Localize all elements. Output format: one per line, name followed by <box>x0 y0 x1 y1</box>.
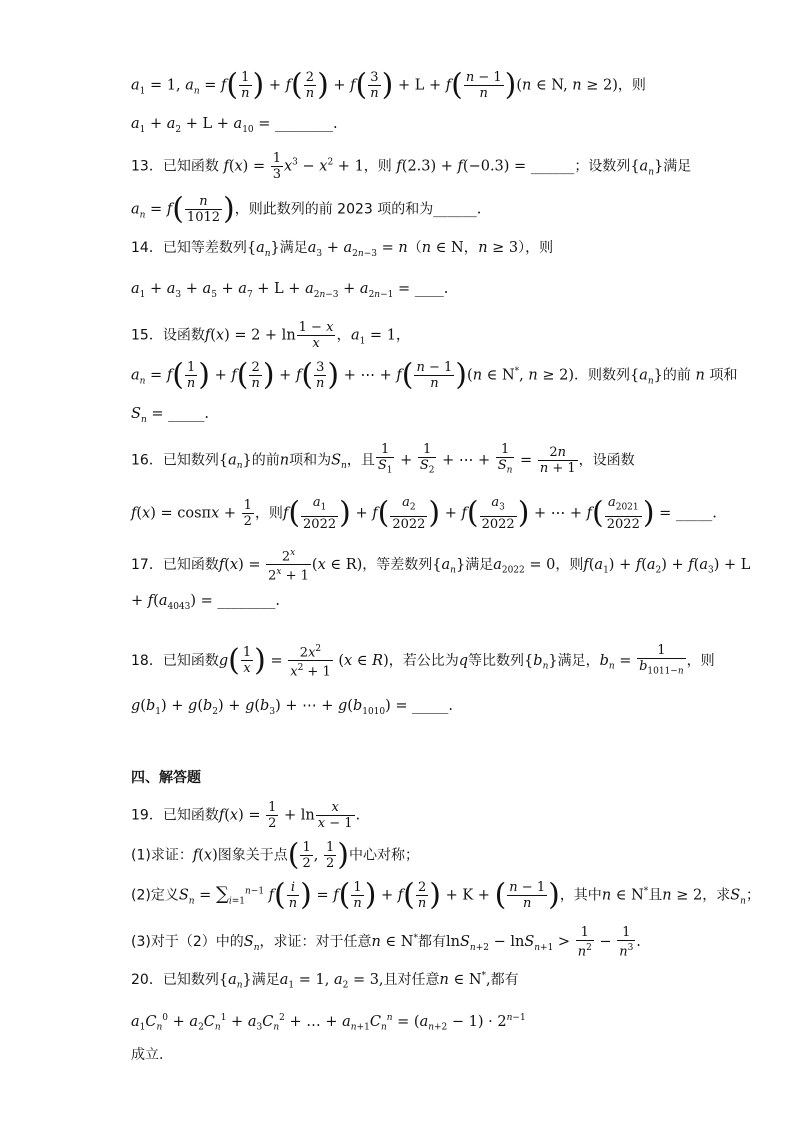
q16-blank[interactable]: _____. <box>675 505 717 522</box>
q20-line-2: $a_1C_n^0 + a_2C_n^1 + a_3C_n^2$ + … + $a_{n+1}C_n^n = (a_{n+2} - 1) \cdot 2^{n-1}$ <box>131 1013 526 1033</box>
q18-number: 18．已知函数 <box>131 652 219 669</box>
q14-line-1: 14．已知等差数列$\{a_n\}$满足$a_3 + a_{2n-3} = n(n$ ∈ N，n ≥ 3），则 <box>131 240 554 259</box>
q15-blank[interactable]: _____. <box>168 406 209 422</box>
q18-line-1: 18．已知函数g( $\frac{1}{x}$ ) = $\frac{2x^2}{x^2 + 1}$ (x ∈ R)，若公比为q等比数列$\{b_n\}$满足，$b_n$ = $\frac{1}{b_{1011-n}}$ ，则 <box>131 642 715 680</box>
q17-number: 17．已知函数 <box>131 556 219 573</box>
q12-formula-line: $a_1 = 1$, $a_n = f$( $\frac{1}{n}$ ) + f( $\frac{2}{n}$ ) + f( $\frac{3}{n}$ ) + L + f( $\frac{n - 1}{n}$ )(n ∈ N, n ≥ 2)，则 <box>131 67 646 103</box>
q18-blank[interactable]: _____. <box>412 698 454 714</box>
q14-number: 14．已知等差数列 <box>131 240 247 256</box>
q16-line-2: f(x) = cosπx + $\frac{1}{2}$ ，则f( $\frac{a_1}{2022}$ ) + f( $\frac{a_2}{2022}$ ) + f( $\frac{a_3}{2022}$ ) + ⋯ + f( $\frac{a_{2021}}{2022}$ ) = _____. <box>131 495 717 532</box>
q14-blank[interactable]: ____. <box>414 281 449 297</box>
q15-line-2: $a_n = f$( $\frac{1}{n}$ ) + f( $\frac{2}{n}$ ) + f( $\frac{3}{n}$ ) + ⋯ + f( $\frac{n - 1}{n}$ )(n ∈ N*, n ≥ 2)．则数列$\{a_n\}$的前 n 项和 <box>131 357 738 393</box>
q12-blank[interactable]: = ________. <box>258 116 338 132</box>
q19-part-1: (1)求证：f(x)图象关于点( $\frac{1}{2}$ , $\frac{1}{2}$ )中心对称； <box>131 837 419 873</box>
q19-part-3: (3)对于（2）中的$S_n$，求证：对于任意n ∈ N*都有lnS$_{n+2}$ − lnS$_{n+1}$ > $\frac{1}{n^2}$ − $\frac{1}{n^3}$ . <box>131 925 641 960</box>
q20-line-1: 20．已知数列$\{a_n\}$满足$a_1 = 1$, $a_2 = 3$,且对任意n ∈ N*,都有 <box>131 971 519 991</box>
q17-blank[interactable]: ________. <box>217 593 281 609</box>
q17-line-2: + $f(a_{4043})$ = ________. <box>131 593 281 612</box>
q13-line-2: $a_n = f$( $\frac{n}{1012}$ )，则此数列的前 2023 项的和为______. <box>131 191 482 227</box>
q13-blank-1[interactable]: ______ <box>530 158 575 175</box>
q19-part-2: (2)定义$S_n = \sum_{i=1}^{n-1}$ f( $\frac{i}{n}$ ) = f( $\frac{1}{n}$ ) + f( $\frac{2}{n}$ ) + K + ( $\frac{n - 1}{n}$ )，其中n ∈ N*且n ≥ 2，求$S_n$； <box>131 877 760 913</box>
q19-number: 19．已知函数 <box>131 807 219 824</box>
q13-blank-2[interactable]: ______. <box>433 201 482 218</box>
q15-number: 15．设函数 <box>131 327 205 344</box>
q19-line-1: 19．已知函数f(x) = $\frac{1}{2}$ + ln $\frac{x}{x - 1}$ . <box>131 800 361 831</box>
q20-line-3: 成立. <box>131 1047 164 1063</box>
q16-number: 16．已知数列 <box>131 452 219 469</box>
q16-line-1: 16．已知数列$\{a_n\}$的前n项和为$S_n$，且 $\frac{1}{S_1}$ + $\frac{1}{S_2}$ + ⋯ + $\frac{1}{S_n}$ = $\frac{2n}{n + 1}$ ，设函数 <box>131 442 674 479</box>
q13-line-1: 13．已知函数 f(x) = $\frac{1}{3}$ $x^3 - x^2 + 1$，则 f(2.3) + f(−0.3) = ______；设数列$\{a_n\}$满足 <box>131 151 692 182</box>
section-heading: 四、解答题 <box>131 770 201 786</box>
q13-number: 13．已知函数 <box>131 158 219 175</box>
q12-sum-line: $a_1 + a_2 + L + a_{10}$ = ________. <box>131 116 338 135</box>
q20-number: 20．已知数列 <box>131 971 219 988</box>
q14-line-2: $a_1 + a_3 + a_5 + a_7 + L + a_{2n-3} + a_{2n-1}$ = ____. <box>131 281 449 300</box>
q18-line-2: $g(b_1) + g(b_2) + g(b_3)$ + ⋯ + $g(b_{1010})$ = _____. <box>131 698 454 717</box>
q15-line-1: 15．设函数f(x) = 2 + ln $\frac{1 - x}{x}$ ，$a_1 = 1$， <box>131 320 411 351</box>
q15-line-3: $S_n$ = _____. <box>131 406 209 425</box>
q17-line-1: 17．已知函数f(x) = $\frac{2^x}{2^x + 1}$ (x ∈ R)，等差数列$\{a_n\}$满足$a_{2022} = 0$，则$f(a_1) + f(a_2) + f(a_3) + L$ <box>131 548 751 584</box>
